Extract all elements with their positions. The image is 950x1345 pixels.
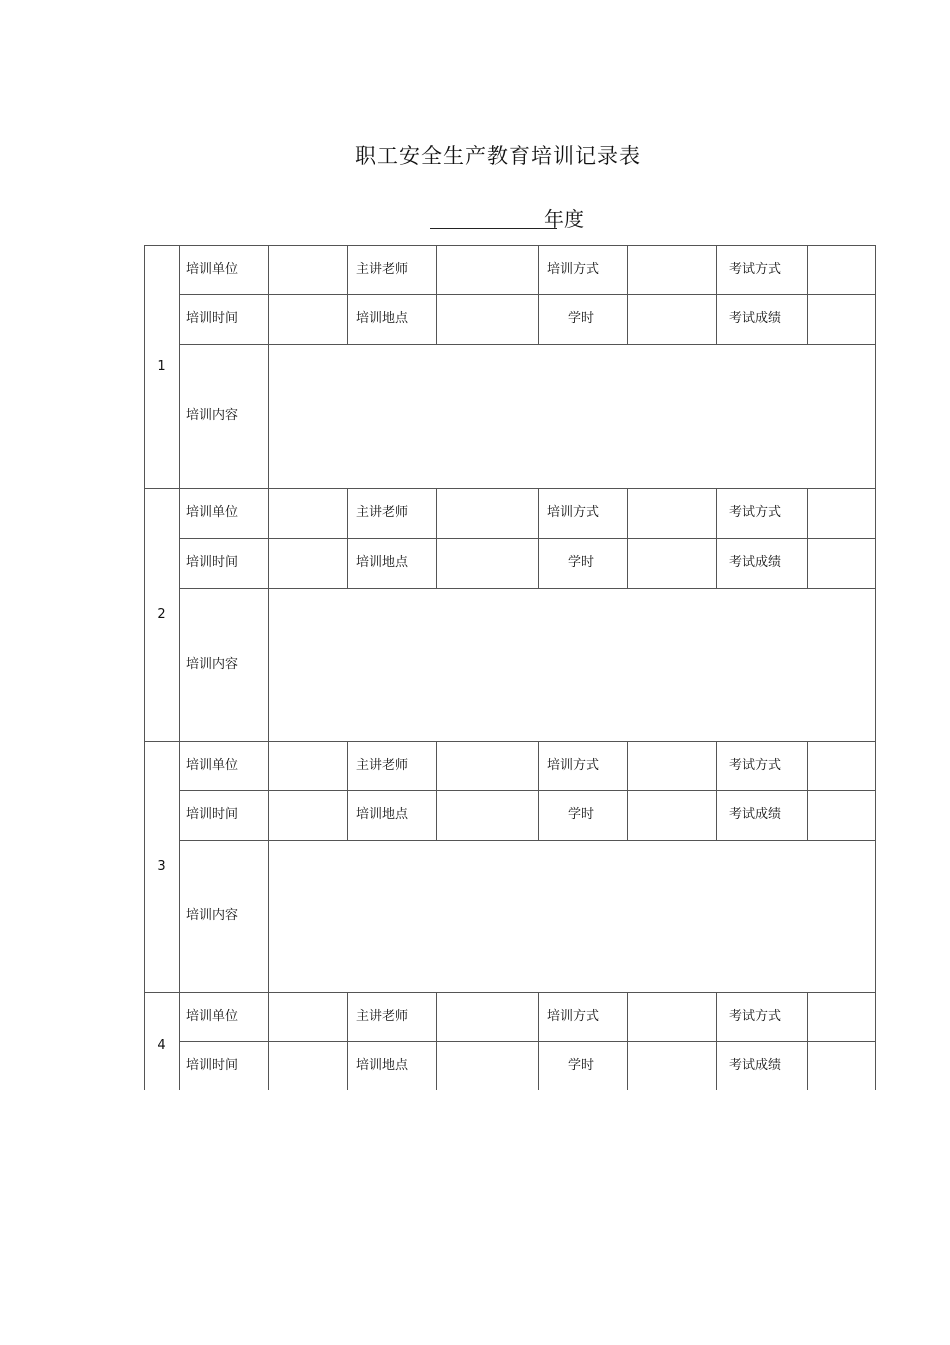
field-label: 培训方式	[547, 758, 600, 773]
field-label: 考试方式	[729, 1009, 782, 1024]
record-number: 2	[157, 607, 166, 622]
content-label: 培训内容	[186, 657, 239, 672]
field-label: 主讲老师	[356, 262, 409, 277]
field-label: 培训时间	[186, 807, 239, 822]
value-cell[interactable]	[808, 539, 876, 588]
value-cell[interactable]	[808, 246, 876, 294]
value-cell[interactable]	[808, 742, 876, 790]
column-divider	[347, 992, 348, 1090]
value-cell[interactable]	[269, 539, 347, 588]
field-label: 主讲老师	[356, 758, 409, 773]
field-label: 培训地点	[356, 1058, 409, 1073]
year-field	[430, 203, 590, 231]
value-cell[interactable]	[269, 489, 347, 538]
year-blank-line[interactable]	[430, 228, 557, 229]
column-divider	[347, 245, 348, 344]
record-number: 3	[157, 859, 166, 874]
column-divider	[716, 488, 717, 588]
value-cell[interactable]	[628, 295, 716, 344]
field-label: 培训地点	[356, 555, 409, 570]
field-label: 考试成绩	[729, 807, 782, 822]
value-cell[interactable]	[808, 993, 876, 1041]
field-label: 培训时间	[186, 1058, 239, 1073]
value-cell[interactable]	[437, 489, 538, 538]
number-column-divider	[179, 245, 180, 488]
value-cell[interactable]	[628, 489, 716, 538]
field-label: 培训方式	[547, 505, 600, 520]
value-cell[interactable]	[628, 246, 716, 294]
value-cell[interactable]	[437, 791, 538, 840]
field-label: 培训单位	[186, 505, 239, 520]
field-label: 学时	[568, 555, 595, 570]
value-cell[interactable]	[808, 1042, 876, 1090]
column-divider	[538, 245, 539, 344]
field-label: 主讲老师	[356, 505, 409, 520]
training-record-table	[144, 245, 876, 1090]
value-cell[interactable]	[628, 1042, 716, 1090]
field-label: 培训方式	[547, 1009, 600, 1024]
field-label: 学时	[568, 311, 595, 326]
record-number: 1	[157, 359, 166, 374]
number-column-divider	[179, 488, 180, 741]
field-label: 学时	[568, 1058, 595, 1073]
value-cell[interactable]	[437, 539, 538, 588]
value-cell[interactable]	[437, 295, 538, 344]
value-cell[interactable]	[628, 791, 716, 840]
value-cell[interactable]	[808, 295, 876, 344]
value-cell[interactable]	[269, 742, 347, 790]
field-label: 培训时间	[186, 555, 239, 570]
value-cell[interactable]	[269, 295, 347, 344]
value-cell[interactable]	[269, 791, 347, 840]
field-label: 考试方式	[729, 505, 782, 520]
field-label: 考试方式	[729, 758, 782, 773]
field-label: 考试成绩	[729, 1058, 782, 1073]
column-divider	[538, 992, 539, 1090]
content-area[interactable]	[269, 345, 875, 488]
number-column-divider	[179, 992, 180, 1090]
number-column-divider	[179, 741, 180, 992]
field-label: 培训单位	[186, 1009, 239, 1024]
value-cell[interactable]	[808, 791, 876, 840]
value-cell[interactable]	[437, 993, 538, 1041]
field-label: 培训单位	[186, 262, 239, 277]
field-label: 培训单位	[186, 758, 239, 773]
column-divider	[538, 488, 539, 588]
field-label: 主讲老师	[356, 1009, 409, 1024]
field-label: 考试方式	[729, 262, 782, 277]
page-title: 职工安全生产教育培训记录表	[355, 144, 641, 168]
table-right-border	[875, 245, 876, 1090]
field-label: 学时	[568, 807, 595, 822]
value-cell[interactable]	[437, 742, 538, 790]
content-area[interactable]	[269, 841, 875, 992]
column-divider	[716, 245, 717, 344]
field-label: 培训地点	[356, 807, 409, 822]
content-area[interactable]	[269, 589, 875, 741]
value-cell[interactable]	[628, 993, 716, 1041]
field-label: 考试成绩	[729, 311, 782, 326]
field-label: 培训时间	[186, 311, 239, 326]
column-divider	[347, 488, 348, 588]
column-divider	[538, 741, 539, 840]
value-cell[interactable]	[628, 539, 716, 588]
column-divider	[347, 741, 348, 840]
value-cell[interactable]	[628, 742, 716, 790]
field-label: 考试成绩	[729, 555, 782, 570]
value-cell[interactable]	[269, 993, 347, 1041]
value-cell[interactable]	[437, 1042, 538, 1090]
value-cell[interactable]	[269, 246, 347, 294]
record-number: 4	[157, 1038, 166, 1053]
column-divider	[716, 741, 717, 840]
value-cell[interactable]	[808, 489, 876, 538]
field-label: 培训地点	[356, 311, 409, 326]
value-cell[interactable]	[437, 246, 538, 294]
field-label: 培训方式	[547, 262, 600, 277]
value-cell[interactable]	[269, 1042, 347, 1090]
content-label: 培训内容	[186, 908, 239, 923]
column-divider	[716, 992, 717, 1090]
content-label: 培训内容	[186, 408, 239, 423]
year-label: 年度	[544, 207, 584, 231]
